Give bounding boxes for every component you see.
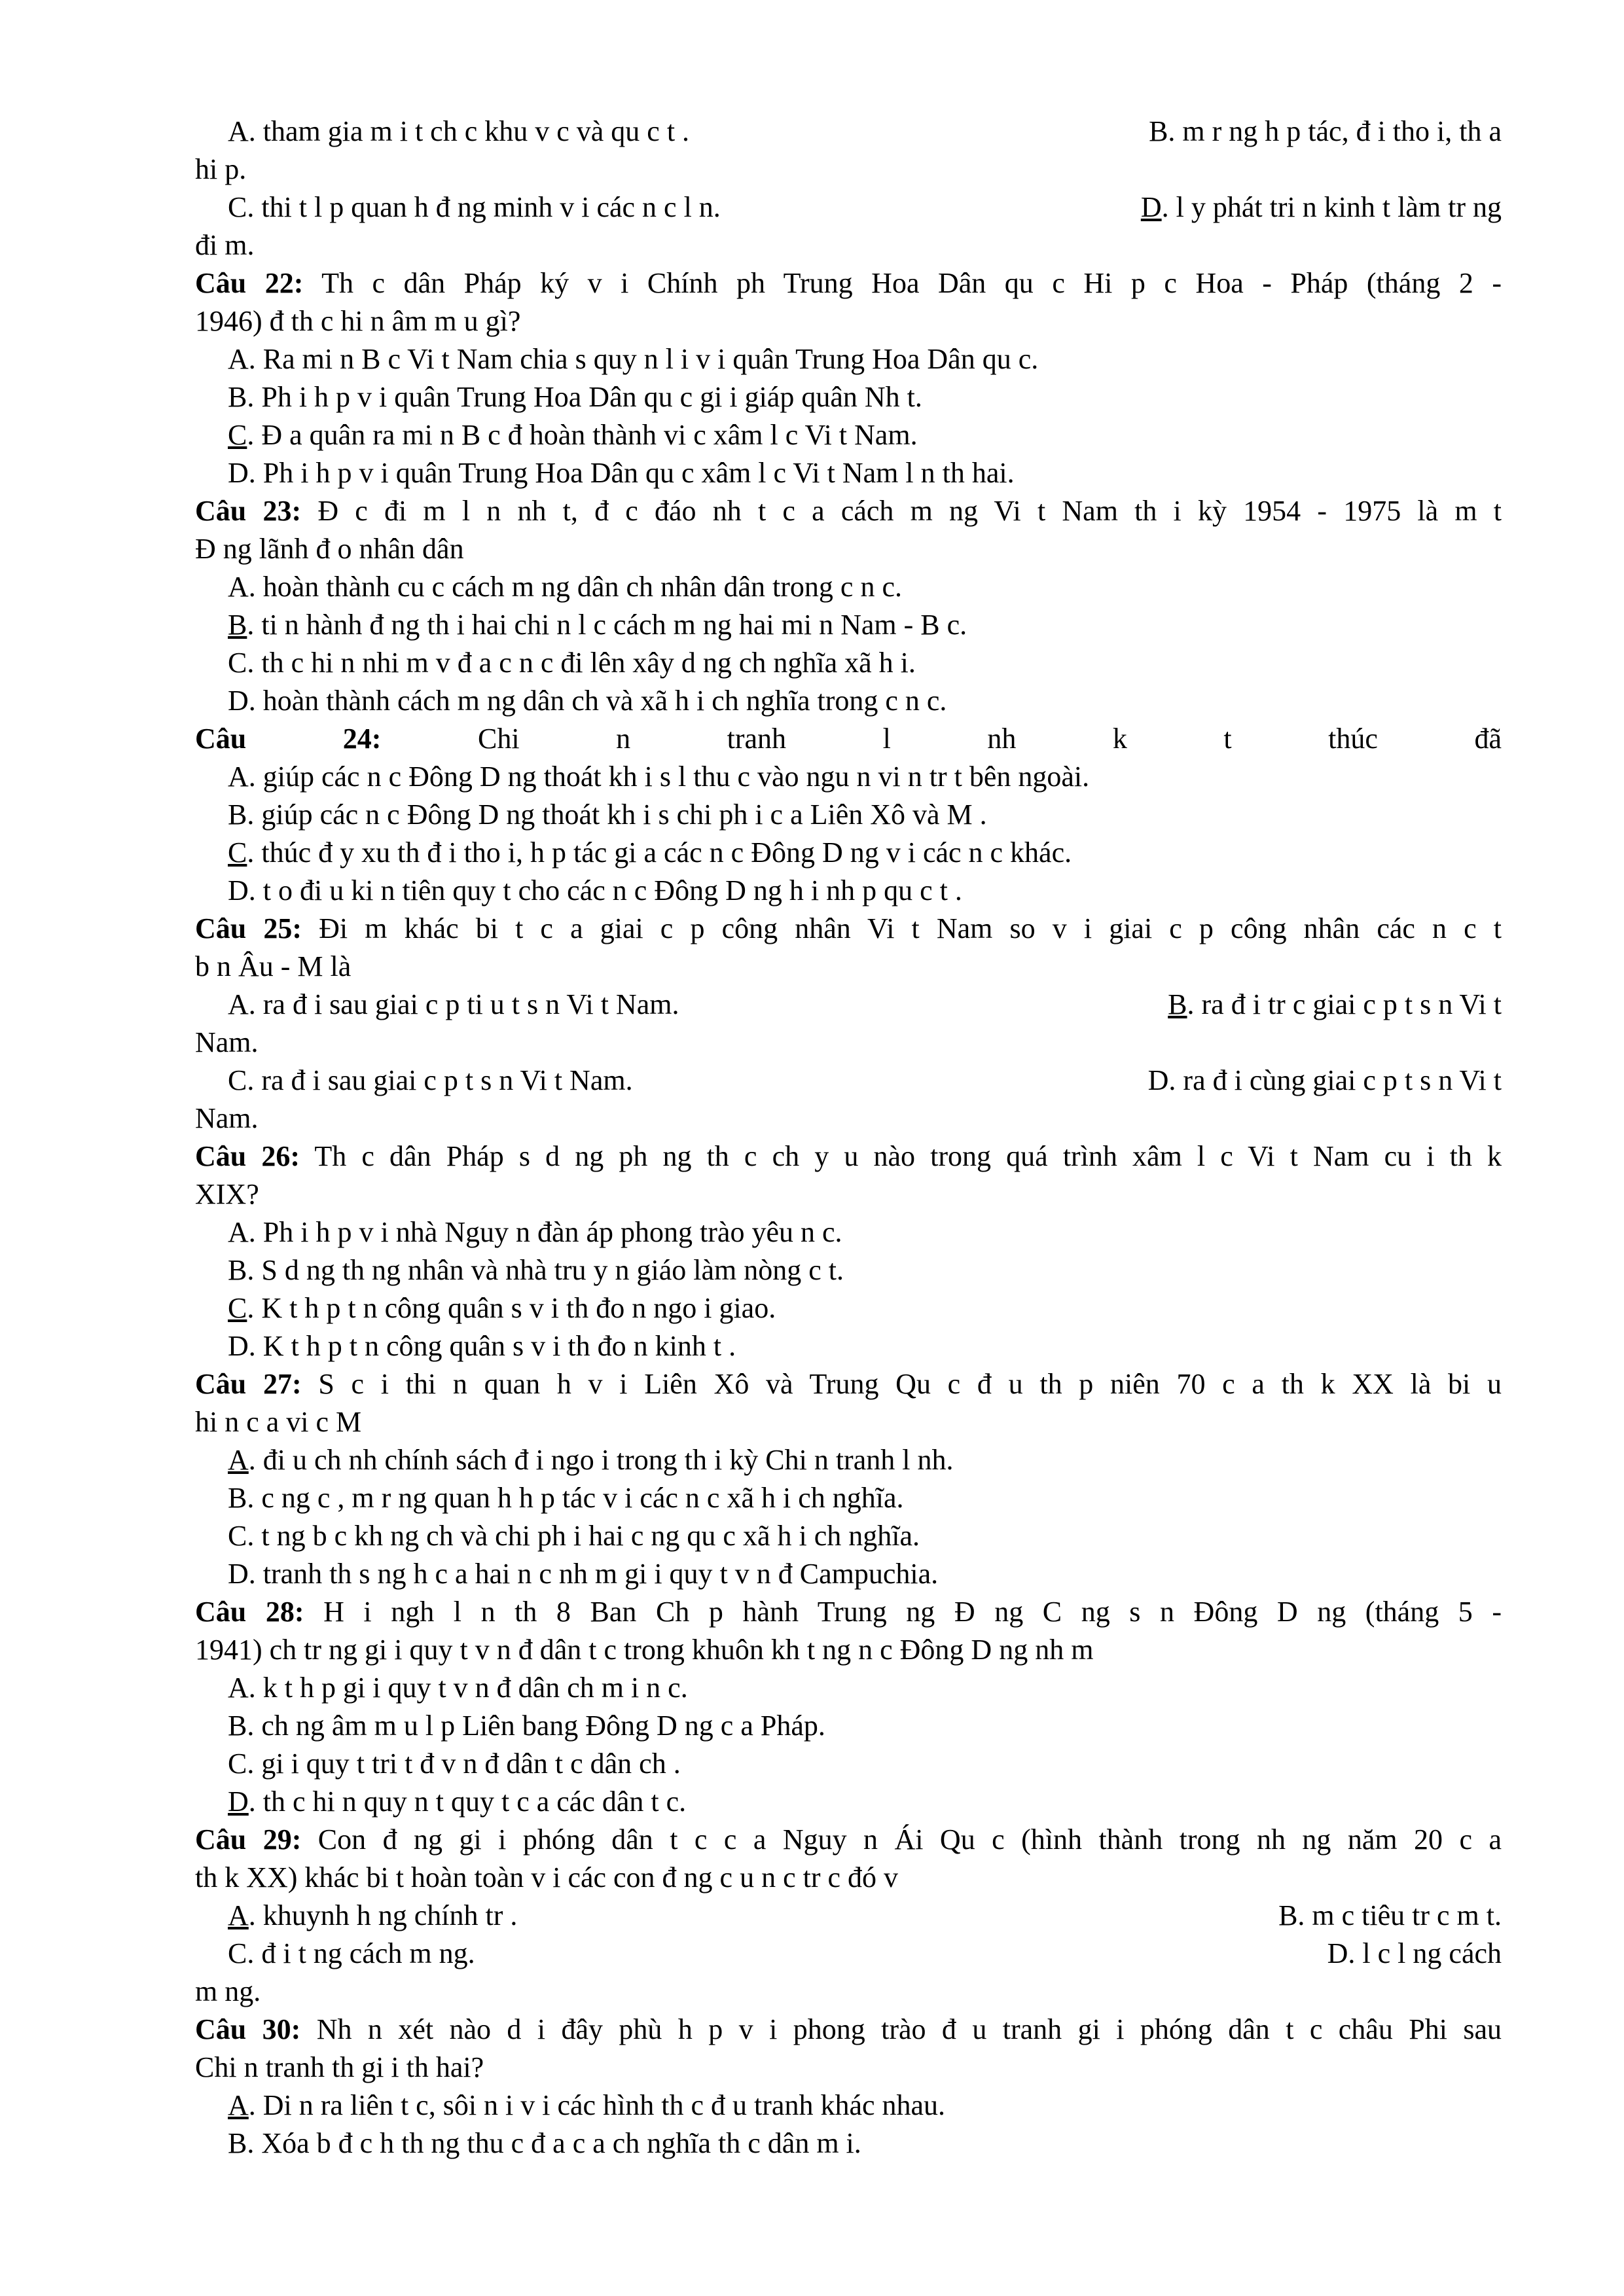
continuation-line <box>195 226 1502 264</box>
question-stem <box>195 2011 1502 2049</box>
answer-text: . Đ a quân ra mi n B c đ hoàn thành vi c xâm l c Vi t Nam. <box>247 419 918 451</box>
answer-option-right <box>1168 986 1502 1024</box>
answer-text: B. Ph i h p v i quân Trung Hoa Dân qu c gi i giáp quân Nh t. <box>228 381 922 413</box>
continuation-line <box>195 1024 1502 1062</box>
answer-option <box>195 1517 1502 1555</box>
answer-option-pair <box>195 113 1502 151</box>
question-stem <box>195 1138 1502 1175</box>
answer-text: A. ra đ i sau giai c p ti u t s n Vi t Nam. <box>228 988 679 1020</box>
question-text: Con đ ng gi i phóng dân t c c a Nguy n Ái Qu c (hình thành trong nh ng năm 20 c a <box>317 1823 1502 1856</box>
answer-text: B. S d ng th ng nhân và nhà tru y n giáo làm nòng c t. <box>228 1254 844 1286</box>
answer-text: A. Ph i h p v i nhà Nguy n đàn áp phong trào yêu n c. <box>228 1216 842 1248</box>
answer-text: A. Ra mi n B c Vi t Nam chia s quy n l i v i quân Trung Hoa Dân qu c. <box>228 343 1039 375</box>
answer-option <box>195 1213 1502 1251</box>
line-text: hi n c a vi c M <box>195 1406 362 1438</box>
answer-option <box>195 1327 1502 1365</box>
answer-option-left <box>228 986 679 1024</box>
answer-text: A. hoàn thành cu c cách m ng dân ch nhân dân trong c n c. <box>228 571 902 603</box>
answer-option-pair <box>195 1935 1502 1973</box>
answer-option-pair <box>195 1897 1502 1935</box>
answer-option <box>195 796 1502 834</box>
continuation-line <box>195 1631 1502 1669</box>
question-stem <box>195 910 1502 948</box>
continuation-line <box>195 302 1502 340</box>
continuation-line <box>195 1403 1502 1441</box>
line-text: 1941) ch tr ng gi i quy t v n đ dân t c trong khuôn kh t ng n c Đông D ng nh m <box>195 1634 1094 1666</box>
answer-text: D. Ph i h p v i quân Trung Hoa Dân qu c xâm l c Vi t Nam l n th hai. <box>228 457 1015 489</box>
answer-option <box>195 416 1502 454</box>
answer-option-left <box>228 1935 475 1973</box>
answer-text: B. giúp các n c Đông D ng thoát kh i s chi ph i c a Liên Xô và M . <box>228 798 987 831</box>
answer-text: C. th c hi n nhi m v đ a c n c đi lên xây d ng ch nghĩa xã h i. <box>228 647 916 679</box>
answer-text: . l y phát tri n kinh t làm tr ng <box>1161 191 1502 223</box>
answer-text: . thúc đ y xu th đ i tho i, h p tác gi a các n c Đông D ng v i các n c khác. <box>247 836 1072 869</box>
answer-option-right <box>1149 113 1502 151</box>
question-label: Câu 22: <box>195 267 304 299</box>
continuation-line <box>195 1100 1502 1138</box>
answer-option <box>195 1669 1502 1707</box>
question-label: Câu 25: <box>195 912 302 944</box>
answer-text: . K t h p t n công quân s v i th đo n ngo i giao. <box>247 1292 776 1324</box>
answer-text: D. K t h p t n công quân s v i th đo n kinh t . <box>228 1330 736 1362</box>
answer-option <box>195 1745 1502 1783</box>
question-label: Câu 23: <box>195 495 302 527</box>
answer-option <box>195 1783 1502 1821</box>
answer-option <box>195 872 1502 910</box>
answer-letter-correct: D <box>228 1785 249 1818</box>
question-stem <box>195 492 1502 530</box>
answer-text: A. giúp các n c Đông D ng thoát kh i s l thu c vào ngu n vi n tr t bên ngoài. <box>228 761 1090 793</box>
answer-option <box>195 340 1502 378</box>
answer-text: B. m c tiêu tr c m t. <box>1278 1899 1502 1931</box>
answer-text: . ti n hành đ ng th i hai chi n l c cách m ng hai mi n Nam - B c. <box>247 609 967 641</box>
answer-option-right <box>1141 188 1502 226</box>
answer-option <box>195 834 1502 872</box>
answer-option <box>195 1479 1502 1517</box>
line-text: 1946) đ th c hi n âm m u gì? <box>195 305 521 337</box>
answer-option <box>195 378 1502 416</box>
answer-option-left <box>228 1897 517 1935</box>
answer-text: A. tham gia m i t ch c khu v c và qu c t . <box>228 115 690 147</box>
answer-text: C. t ng b c kh ng ch và chi ph i hai c ng qu c xã h i ch nghĩa. <box>228 1520 920 1552</box>
answer-text: A. k t h p gi i quy t v n đ dân ch m i n c. <box>228 1672 688 1704</box>
answer-letter-correct: A <box>228 1444 249 1476</box>
answer-letter-correct: C <box>228 1292 247 1324</box>
answer-option <box>195 606 1502 644</box>
answer-option <box>195 1555 1502 1593</box>
continuation-line <box>195 1859 1502 1897</box>
answer-option <box>195 1707 1502 1745</box>
question-label: Câu 29: <box>195 1823 302 1856</box>
answer-option <box>195 1441 1502 1479</box>
answer-option <box>195 644 1502 682</box>
continuation-line <box>195 151 1502 188</box>
answer-option-right <box>1327 1935 1502 1973</box>
line-text: đi m. <box>195 229 255 261</box>
answer-option-left <box>228 188 721 226</box>
question-stem <box>195 1365 1502 1403</box>
answer-option <box>195 2087 1502 2125</box>
document-body <box>195 113 1502 2162</box>
answer-text: B. m r ng h p tác, đ i tho i, th a <box>1149 115 1502 147</box>
answer-text: D. t o đi u ki n tiên quy t cho các n c Đông D ng h i nh p qu c t . <box>228 874 962 906</box>
answer-text: . ra đ i tr c giai c p t s n Vi t <box>1187 988 1502 1020</box>
answer-text: B. Xóa b đ c h th ng thu c đ a c a ch nghĩa th c dân m i. <box>228 2127 861 2159</box>
answer-letter-correct: C <box>228 419 247 451</box>
answer-option-pair <box>195 986 1502 1024</box>
answer-option <box>195 454 1502 492</box>
question-text: Đi m khác bi t c a giai c p công nhân Vi t Nam so v i giai c p công nhân các n c t <box>319 912 1502 944</box>
line-text: th k XX) khác bi t hoàn toàn v i các con đ ng c u n c tr c đó v <box>195 1861 899 1893</box>
continuation-line <box>195 948 1502 986</box>
line-text: XIX? <box>195 1178 259 1210</box>
answer-text: . th c hi n quy n t quy t c a các dân t c. <box>248 1785 687 1818</box>
question-stem <box>195 720 1502 758</box>
line-text: m ng. <box>195 1975 261 2007</box>
line-text: Đ ng lãnh đ o nhân dân <box>195 533 464 565</box>
continuation-line <box>195 530 1502 568</box>
continuation-line <box>195 1973 1502 2011</box>
question-label: Câu 30: <box>195 2013 301 2045</box>
answer-letter-correct: B <box>1168 988 1187 1020</box>
answer-option-pair <box>195 1062 1502 1100</box>
line-text: Chi n tranh th gi i th hai? <box>195 2051 484 2083</box>
answer-text: C. gi i quy t tri t đ v n đ dân t c dân ch . <box>228 1748 681 1780</box>
question-text: Đ c đi m l n nh t, đ c đáo nh t c a cách m ng Vi t Nam th i kỳ 1954 - 1975 là m t <box>317 495 1502 527</box>
answer-option <box>195 568 1502 606</box>
answer-letter-correct: D <box>1140 191 1162 223</box>
answer-option <box>195 2125 1502 2162</box>
answer-option <box>195 1251 1502 1289</box>
question-text: Th c dân Pháp ký v i Chính ph Trung Hoa Dân qu c Hi p c Hoa - Pháp (tháng 2 - <box>321 267 1502 299</box>
answer-option-left <box>228 113 689 151</box>
answer-text: . đi u ch nh chính sách đ i ngo i trong th i kỳ Chi n tranh l nh. <box>248 1444 954 1476</box>
line-text: Nam. <box>195 1026 259 1058</box>
question-text: Nh n xét nào d i đây phù h p v i phong trào đ u tranh gi i phóng dân t c châu Phi sau <box>316 2013 1502 2045</box>
question-text: S c i thi n quan h v i Liên Xô và Trung Qu c đ u th p niên 70 c a th k XX là bi u <box>318 1368 1502 1400</box>
answer-text: D. hoàn thành cách m ng dân ch và xã h i ch nghĩa trong c n c. <box>228 685 947 717</box>
question-text: Chi n tranh l nh k t thúc đã <box>477 723 1502 755</box>
line-text: Nam. <box>195 1102 259 1134</box>
answer-letter-correct: A <box>228 2089 249 2121</box>
answer-option-right <box>1278 1897 1502 1935</box>
answer-option-left <box>228 1062 633 1100</box>
answer-option <box>195 1289 1502 1327</box>
continuation-line <box>195 1175 1502 1213</box>
answer-text: . Di n ra liên t c, sôi n i v i các hình th c đ u tranh khác nhau. <box>248 2089 946 2121</box>
answer-option <box>195 682 1502 720</box>
continuation-line <box>195 2049 1502 2087</box>
answer-letter-correct: A <box>228 1899 249 1931</box>
answer-text: . khuynh h ng chính tr . <box>248 1899 518 1931</box>
answer-text: C. ra đ i sau giai c p t s n Vi t Nam. <box>228 1064 633 1096</box>
answer-letter-correct: B <box>228 609 247 641</box>
line-text: hi p. <box>195 153 247 185</box>
answer-option-pair <box>195 188 1502 226</box>
answer-text: D. l c l ng cách <box>1327 1937 1502 1969</box>
question-label: Câu 27: <box>195 1368 302 1400</box>
question-label: Câu 26: <box>195 1140 300 1172</box>
answer-text: B. c ng c , m r ng quan h h p tác v i các n c xã h i ch nghĩa. <box>228 1482 904 1514</box>
question-text: Th c dân Pháp s d ng ph ng th c ch y u nào trong quá trình xâm l c Vi t Nam cu i th k <box>314 1140 1502 1172</box>
answer-text: B. ch ng âm m u l p Liên bang Đông D ng c a Pháp. <box>228 1710 825 1742</box>
answer-option <box>195 758 1502 796</box>
answer-text: D. tranh th s ng h c a hai n c nh m gi i quy t v n đ Campuchia. <box>228 1558 939 1590</box>
question-label: Câu 24: <box>195 723 382 755</box>
question-stem <box>195 1821 1502 1859</box>
answer-option-right <box>1148 1062 1502 1100</box>
answer-text: C. thi t l p quan h đ ng minh v i các n c l n. <box>228 191 721 223</box>
question-stem <box>195 1593 1502 1631</box>
line-text: b n Âu - M là <box>195 950 352 982</box>
question-text: H i ngh l n th 8 Ban Ch p hành Trung ng Đ ng C ng s n Đông D ng (tháng 5 - <box>323 1596 1502 1628</box>
question-stem <box>195 264 1502 302</box>
answer-letter-correct: C <box>228 836 247 869</box>
answer-text: C. đ i t ng cách m ng. <box>228 1937 475 1969</box>
question-label: Câu 28: <box>195 1596 304 1628</box>
answer-text: D. ra đ i cùng giai c p t s n Vi t <box>1147 1064 1502 1096</box>
